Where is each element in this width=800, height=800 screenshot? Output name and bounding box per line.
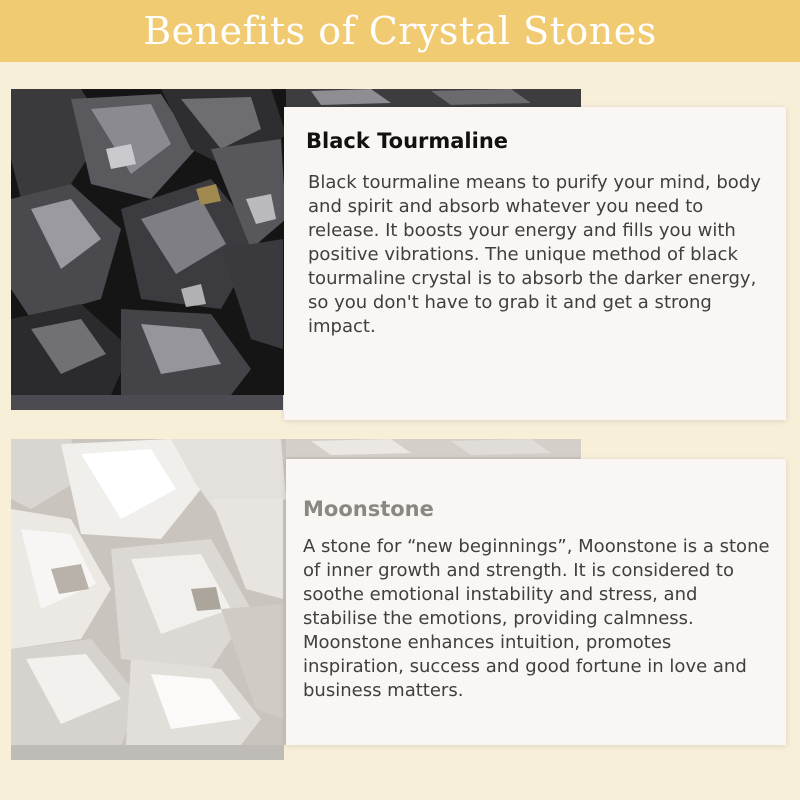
stone-description: A stone for “new beginnings”, Moonstone is a stone of inner growth and strength. It is considered to soothe emotional instability and stress, and stabilise the emotions, providing calmness. Moonstone enhances intuition, promotes inspiration, success and good fortune in love and business matters. xyxy=(303,536,770,701)
black-tourmaline-card xyxy=(284,107,786,420)
page-title: Benefits of Crystal Stones xyxy=(143,9,657,53)
moonstone-card xyxy=(286,459,786,745)
stone-name: Black Tourmaline xyxy=(306,129,509,153)
photo-shadow-strip xyxy=(11,745,284,760)
stone-description: Black tourmaline means to purify your mind, body and spirit and absorb whatever you need to release. It boosts your energy and fills you with positive vibrations. The unique method of black tourmaline crystal is to absorb the darker energy, so you don't have to grab it and get a strong impact. xyxy=(308,172,761,337)
photo-shadow-strip xyxy=(11,395,283,410)
stone-name: Moonstone xyxy=(303,497,434,521)
title-banner xyxy=(0,0,800,62)
